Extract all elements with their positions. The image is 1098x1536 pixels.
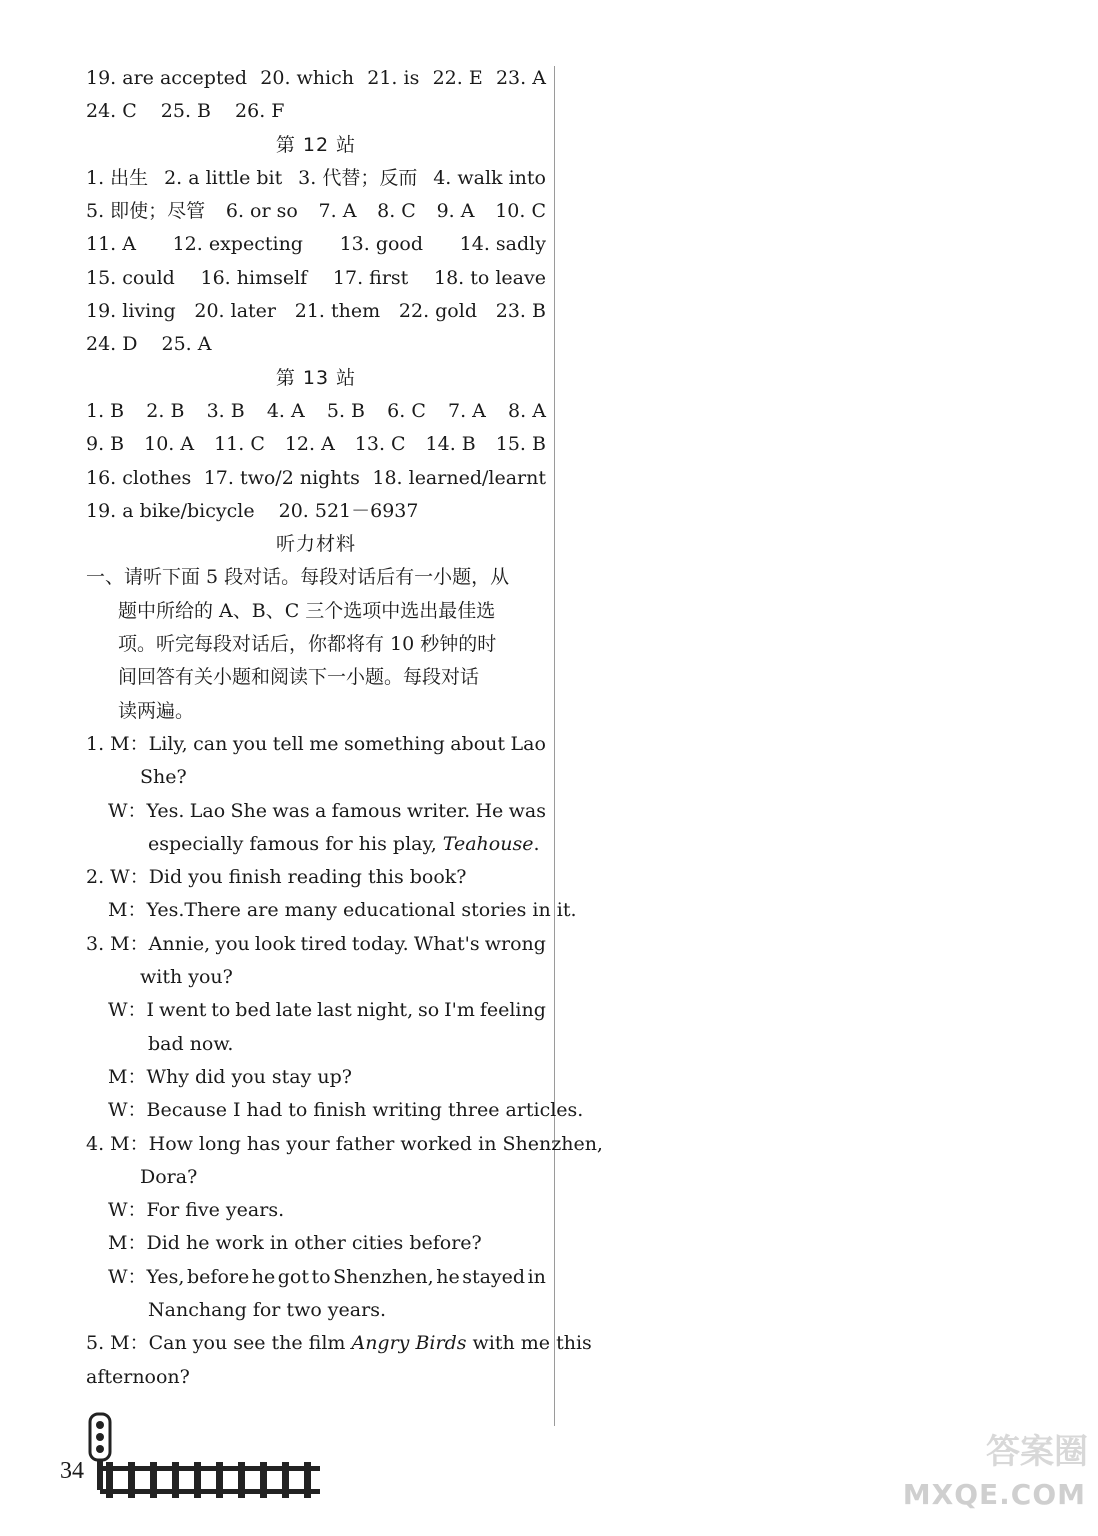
instruction-line: 项。听完每段对话后，你都将有 10 秒钟的时 <box>118 633 497 656</box>
dialogue-text <box>147 1261 546 1294</box>
dialogue-line: especially famous for his play, Teahouse. <box>148 832 540 855</box>
answer-item: 6. or so <box>225 200 298 223</box>
answer-item: 16. clothes <box>86 466 192 489</box>
dialogue-text <box>147 795 546 828</box>
dialogue-text <box>146 894 576 927</box>
answer-row <box>86 262 546 295</box>
word: me <box>309 732 339 755</box>
answer-item: 21. is <box>367 67 420 89</box>
page-number: 34 <box>60 1458 84 1484</box>
dialogue-line <box>86 994 546 1027</box>
word: he <box>251 1265 276 1288</box>
word: bed <box>235 999 271 1022</box>
word: stayed <box>462 1265 526 1288</box>
dialogue-line <box>86 795 546 828</box>
answer-item: 12. expecting <box>172 233 303 256</box>
book-title: Angry Birds <box>351 1332 467 1355</box>
answer-item: 4. A <box>266 399 305 422</box>
answer-item: 20. which <box>260 67 354 89</box>
answer-item: 22. E <box>432 67 483 89</box>
word: What's <box>413 932 480 955</box>
answer-item: 11. C <box>214 433 265 456</box>
word: Lao <box>189 799 226 822</box>
speaker-label: W： <box>108 799 147 822</box>
word: tell <box>272 732 304 755</box>
word: can <box>193 732 228 755</box>
dialogue-line <box>86 1128 603 1161</box>
column-divider <box>554 66 555 1426</box>
word: There are many educational stories in it. <box>184 899 577 922</box>
answer-item: 17. first <box>332 266 409 289</box>
answer-item: 11. A <box>86 233 136 256</box>
answer-item: 19. are accepted <box>86 67 248 89</box>
speaker-label: 4. M： <box>86 1132 149 1155</box>
word: Lily, <box>148 732 188 755</box>
word: I'm <box>444 999 475 1022</box>
answer-item: 18. to leave <box>433 266 546 289</box>
word: a <box>315 799 327 822</box>
answer-item: 5. B <box>326 399 366 422</box>
dialogue-line: Nanchang for two years. <box>148 1298 386 1321</box>
dialogue-line <box>86 1094 584 1127</box>
answer-item: 10. C <box>495 200 546 223</box>
word: writer. <box>406 799 471 822</box>
dialogue-line <box>86 1227 546 1260</box>
word: you <box>215 932 250 955</box>
word: was <box>508 799 546 822</box>
answer-item: 26. F <box>235 100 285 123</box>
answer-item: 12. A <box>284 433 335 456</box>
instruction-line: 读两遍。 <box>118 699 195 722</box>
dialogue-line <box>86 728 546 761</box>
answer-item: 23. A <box>495 67 546 89</box>
dialogue-line: She? <box>140 766 187 789</box>
answer-item: 14. B <box>425 433 476 456</box>
answer-item: 10. A <box>144 433 195 456</box>
dialogue-line: bad now. <box>148 1032 234 1055</box>
word: got <box>277 1265 310 1288</box>
answer-item: 4. walk into <box>433 166 546 189</box>
instruction-line: 一、请听下面 5 段对话。每段对话后有一小题，从 <box>86 566 510 589</box>
word: look <box>254 932 296 955</box>
word: before <box>187 1265 250 1288</box>
answer-item: 19. a bike/bicycle <box>86 499 255 522</box>
answer-item: 24. D <box>86 333 138 356</box>
word: about <box>450 732 506 755</box>
answer-row <box>86 328 546 361</box>
answer-row <box>86 295 546 328</box>
watermark-url: MXQE.COM <box>902 1478 1086 1511</box>
speaker-label: M： <box>108 1065 147 1088</box>
dialogue-line <box>86 928 546 961</box>
dialogue-line <box>86 861 546 894</box>
word: night, <box>356 999 414 1022</box>
word: something <box>343 732 445 755</box>
answer-item: 9. A <box>436 200 475 223</box>
dialogue-text: Did he work in other cities before? <box>146 1232 482 1255</box>
dialogue-line: Dora? <box>140 1165 198 1188</box>
word: Annie, <box>148 932 211 955</box>
answer-item: 6. C <box>387 399 426 422</box>
answer-row <box>86 62 546 95</box>
railway-track-icon <box>100 1462 320 1498</box>
dialogue-text <box>149 728 546 761</box>
speaker-label: 1. M： <box>86 732 149 755</box>
answer-item: 25. A <box>161 333 212 356</box>
answer-item: 13. good <box>339 233 424 256</box>
answer-item: 20. 521－6937 <box>278 499 419 522</box>
word: Shenzhen, <box>333 1265 434 1288</box>
dialogue-line <box>86 1261 546 1294</box>
dialogue-text: For five years. <box>146 1199 285 1222</box>
word: last <box>317 999 352 1022</box>
answer-item: 7. A <box>448 399 486 422</box>
word: I <box>146 999 155 1022</box>
speaker-label: W： <box>108 1099 147 1122</box>
word: Yes, <box>146 1265 185 1288</box>
dialogue-text: Can you see the film Angry Birds with me this <box>148 1332 592 1355</box>
speaker-label: 5. M： <box>86 1332 149 1355</box>
word: tired <box>300 932 347 955</box>
word: She <box>230 799 268 822</box>
dialogue-line: with you? <box>140 966 233 989</box>
word: wrong <box>484 932 546 955</box>
section-title: 第 13 站 <box>275 366 357 389</box>
left-column <box>86 62 603 1394</box>
answer-item: 24. C <box>86 100 137 123</box>
word: to <box>211 999 231 1022</box>
speaker-label: 3. M： <box>86 932 149 955</box>
dialogue-text: How long has your father worked in Shenzhen, <box>148 1132 603 1155</box>
answer-item: 15. B <box>495 433 546 456</box>
speaker-label: W： <box>108 1199 147 1222</box>
answer-row <box>86 462 546 495</box>
answer-item: 19. living <box>86 300 176 323</box>
answer-item: 7. A <box>318 200 357 223</box>
answer-item: 20. later <box>194 300 276 323</box>
answer-item: 17. two/2 nights <box>203 466 360 489</box>
dialogue-line: afternoon? <box>86 1365 190 1388</box>
dialogue-text: Did you finish reading this book? <box>148 866 467 889</box>
answer-row <box>86 162 546 195</box>
word: Yes. <box>146 799 185 822</box>
word: he <box>436 1265 460 1288</box>
answer-item: 14. sadly <box>459 233 546 256</box>
answer-item: 8. C <box>377 200 416 223</box>
word: today. <box>351 932 409 955</box>
answer-row <box>86 395 546 428</box>
answer-item: 5. 即使；尽管 <box>86 200 206 223</box>
speaker-label: M： <box>108 1232 147 1255</box>
listening-title: 听力材料 <box>275 533 356 556</box>
word: you <box>232 732 268 755</box>
dialogue-text: Because I had to finish writing three articles. <box>146 1099 584 1122</box>
speaker-label: 2. W： <box>86 866 149 889</box>
word: so <box>418 999 440 1022</box>
answer-item: 23. B <box>495 300 546 323</box>
word: Lao <box>510 732 546 755</box>
answer-row <box>86 95 546 128</box>
dialogue-line <box>86 1061 546 1094</box>
dialogue-line <box>86 1327 592 1360</box>
word: Yes. <box>146 899 185 922</box>
answer-item: 25. B <box>160 100 212 123</box>
answer-item: 16. himself <box>200 266 308 289</box>
dialogue-text: Why did you stay up? <box>146 1065 352 1088</box>
word: was <box>272 799 310 822</box>
speaker-label: W： <box>108 1265 147 1288</box>
answer-item: 8. A <box>508 399 546 422</box>
answer-row <box>86 428 546 461</box>
speaker-label: M： <box>108 899 147 922</box>
answer-item: 21. them <box>294 300 381 323</box>
answer-item: 18. learned/learnt <box>372 466 546 489</box>
dialogue-text <box>147 994 546 1027</box>
instruction-line: 间回答有关小题和阅读下一小题。每段对话 <box>118 666 480 689</box>
word: went <box>158 999 207 1022</box>
dialogue-line <box>86 1194 546 1227</box>
answer-item: 15. could <box>86 266 175 289</box>
answer-item: 9. B <box>86 433 125 456</box>
word: to <box>311 1265 331 1288</box>
speaker-label: W： <box>108 999 147 1022</box>
word: feeling <box>479 999 546 1022</box>
word: He <box>475 799 504 822</box>
answer-item: 22. gold <box>398 300 477 323</box>
answer-item: 2. a little bit <box>164 166 283 189</box>
answer-item: 1. B <box>86 399 125 422</box>
watermark-logo: 答案圈 <box>986 1432 1088 1472</box>
instruction-line: 题中所给的 A、B、C 三个选项中选出最佳选 <box>118 599 496 622</box>
answer-row <box>86 195 546 228</box>
answer-item: 2. B <box>146 399 185 422</box>
answer-row <box>86 228 546 261</box>
dialogue-line <box>86 894 577 927</box>
section-title: 第 12 站 <box>275 133 357 156</box>
word: in <box>527 1265 546 1288</box>
word: late <box>275 999 313 1022</box>
answer-item: 3. 代替；反而 <box>298 166 418 189</box>
dialogue-text <box>149 928 546 961</box>
answer-item: 13. C <box>354 433 406 456</box>
answer-row <box>86 495 546 528</box>
answer-item: 3. B <box>206 399 245 422</box>
word: famous <box>331 799 402 822</box>
answer-item: 1. 出生 <box>86 166 149 189</box>
book-title: Teahouse <box>442 832 534 855</box>
